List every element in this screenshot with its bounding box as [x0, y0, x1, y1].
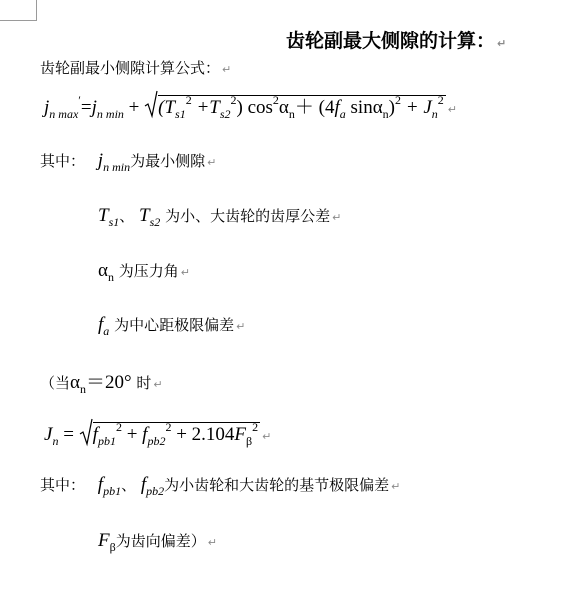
condition-open: （当 — [40, 374, 71, 392]
paragraph-mark-icon: ↵ — [222, 63, 232, 76]
title-text: 齿轮副最大侧隙的计算： — [286, 30, 496, 52]
jn-symbol: J — [44, 424, 53, 445]
jnmin-definition: 为最小侧隙 — [130, 152, 206, 170]
alpha-subscript: n — [288, 107, 295, 121]
formula-max-backlash — [44, 92, 457, 122]
jnmax-subscript: n max — [49, 107, 79, 121]
fpb2-symbol: f — [140, 474, 147, 495]
square-exponent: 2 — [230, 93, 237, 107]
plus-sign: + — [128, 97, 140, 118]
paragraph-mark-icon: ↵ — [236, 320, 246, 333]
plus-sign: + — [121, 424, 143, 445]
fbeta-subscript: β — [246, 434, 253, 448]
formula-jn — [44, 420, 271, 449]
sqrt-sign-icon — [144, 89, 158, 119]
def-tooth-thickness — [98, 205, 341, 230]
paragraph-mark-icon: ↵ — [497, 37, 507, 50]
fa-symbol: f — [334, 97, 340, 118]
paragraph-mark-icon: ↵ — [391, 480, 401, 493]
separator: 、 — [121, 476, 137, 494]
sqrt-radicand — [158, 93, 446, 121]
page-title — [286, 26, 506, 53]
jnmin-subscript: n min — [96, 107, 124, 121]
square-exponent: 2 — [437, 93, 444, 107]
jn-subscript: n — [431, 107, 438, 121]
jnmin-symbol: j — [97, 150, 104, 171]
square-exponent: 2 — [185, 93, 192, 107]
paragraph-mark-icon: ↵ — [447, 103, 457, 116]
ts-definition: 为小、大齿轮的齿厚公差 — [165, 207, 331, 225]
equals-sign: = — [80, 97, 92, 118]
paragraph-mark-icon: ↵ — [262, 430, 272, 443]
plus-sign: ＋ — [294, 97, 314, 118]
sqrt-sign-icon — [79, 417, 93, 447]
ts2-symbol: T — [139, 205, 150, 226]
page-corner-mark — [0, 0, 37, 21]
where-label: 其中： — [40, 152, 86, 170]
sqrt-radicand — [92, 420, 260, 448]
where-base-pitch — [40, 474, 400, 499]
fpb1-subscript: pb1 — [97, 434, 116, 448]
fbeta-symbol: F — [98, 530, 110, 551]
jnmax-symbol: j — [44, 97, 50, 118]
jnmin-subscript: n min — [103, 160, 131, 174]
fa-definition: 为中心距极限偏差 — [114, 316, 235, 334]
condition-text: 时 — [136, 374, 152, 392]
fpb1-subscript: pb1 — [103, 484, 122, 498]
condition-line — [40, 367, 163, 397]
intro-line — [40, 57, 231, 78]
sin-function: sin — [345, 97, 373, 118]
square-exponent: 2 — [395, 93, 401, 107]
paragraph-mark-icon: ↵ — [332, 211, 342, 224]
four-coefficient: (4 — [318, 97, 335, 118]
sqrt-group — [144, 92, 446, 122]
alpha-symbol: α — [70, 372, 80, 393]
fpb-definition: 为小齿轮和大齿轮的基节极限偏差 — [164, 476, 390, 494]
square-exponent: 2 — [165, 420, 172, 434]
close-paren: ) — [388, 97, 395, 118]
coefficient: + 2.104 — [171, 424, 235, 445]
jn-symbol: + J — [401, 97, 432, 118]
alpha-subscript: n — [107, 270, 114, 284]
fpb2-symbol: f — [142, 424, 148, 445]
equals-sign: = — [58, 424, 79, 445]
alpha-symbol: α — [372, 97, 383, 118]
paragraph-mark-icon: ↵ — [207, 156, 217, 169]
ts1-symbol: (T — [158, 97, 176, 118]
sqrt-group — [79, 420, 260, 449]
alpha-definition: 为压力角 — [118, 262, 179, 280]
def-helix-deviation — [98, 530, 217, 555]
ts2-subscript: s2 — [219, 107, 231, 121]
cos-function: ) cos — [236, 97, 273, 118]
fpb1-symbol: f — [97, 474, 104, 495]
fpb1-symbol: f — [92, 424, 98, 445]
square-exponent: 2 — [115, 420, 122, 434]
alpha-symbol: α — [98, 260, 108, 281]
square-exponent: 2 — [252, 420, 259, 434]
ts2-symbol: +T — [191, 97, 220, 118]
alpha-subscript: n — [79, 382, 86, 396]
alpha-symbol: α — [278, 97, 289, 118]
ts1-symbol: T — [98, 205, 109, 226]
fpb2-subscript: pb2 — [146, 484, 165, 498]
fa-subscript: a — [339, 107, 346, 121]
def-center-distance — [98, 314, 245, 339]
where-min-backlash — [40, 150, 216, 175]
jnmin-symbol: j — [91, 97, 97, 118]
alpha-subscript: n — [382, 107, 389, 121]
paragraph-mark-icon: ↵ — [207, 536, 217, 549]
def-pressure-angle — [98, 260, 190, 285]
ts1-subscript: s1 — [108, 215, 120, 229]
paragraph-mark-icon: ↵ — [153, 378, 163, 391]
prime-mark: ′ — [78, 93, 81, 107]
fa-symbol: f — [98, 314, 104, 335]
fpb2-subscript: pb2 — [147, 434, 166, 448]
jn-subscript: n — [52, 434, 59, 448]
fbeta-definition: 为齿向偏差） — [115, 532, 206, 550]
fbeta-subscript: β — [109, 540, 116, 554]
ts1-subscript: s1 — [175, 107, 186, 121]
separator: 、 — [119, 207, 135, 225]
ts2-subscript: s2 — [149, 215, 161, 229]
paragraph-mark-icon: ↵ — [180, 266, 190, 279]
where-label: 其中： — [40, 476, 86, 494]
intro-text: 齿轮副最小侧隙计算公式： — [40, 59, 221, 77]
square-exponent: 2 — [272, 93, 279, 107]
fa-subscript: a — [103, 324, 110, 338]
angle-value: ＝20° — [85, 372, 132, 393]
fbeta-symbol: F — [234, 424, 247, 445]
